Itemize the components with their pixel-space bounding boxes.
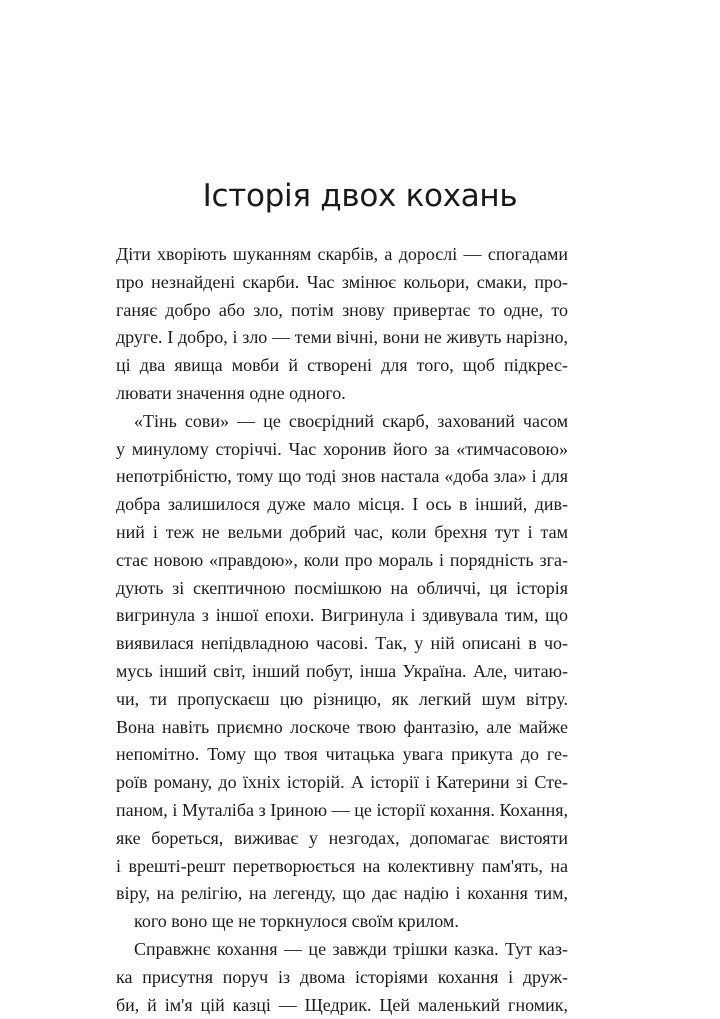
text-line: непомітно. Тому що твоя читацька увага прикута до ге- <box>116 744 568 765</box>
text-line: стає новою «правдою», коли про мораль і порядність зга- <box>116 549 568 570</box>
text-line: яке бореться, виживає у незгодах, допомагає вистояти <box>116 827 568 848</box>
chapter-title: Історія двох кохань <box>202 178 518 214</box>
text-line: Справжнє кохання — це завжди трішки казка. Тут каз- <box>134 938 568 959</box>
text-line: лювати значення одне одного. <box>116 382 346 403</box>
text-line: кого воно ще не торкнулося своїм крилом. <box>134 911 459 932</box>
text-line: дують зі скептичною посмішкою на обличчі, ця історія <box>116 577 568 598</box>
text-line: роїв роману, до їхніх історій. А історії і Катерини зі Сте- <box>116 772 568 793</box>
text-line: і врешті-решт перетворюється на колективну пам'ять, на <box>116 855 568 876</box>
text-line: віру, на релігію, на легенду, що дає надію і кохання тим, <box>116 883 568 904</box>
text-line: «Тінь сови» — це своєрідний скарб, захований часом <box>134 410 568 431</box>
text-line: непотрібністю, тому що тоді знов настала «доба зла» і для <box>116 466 568 487</box>
text-line: добра залишилося дуже мало місця. І ось в інший, див- <box>116 494 568 515</box>
body-text <box>116 241 568 1019</box>
text-line: чи, ти пропускаєш цю різницю, як легкий шум вітру. <box>116 688 568 709</box>
text-line: друге. І добро, і зло — теми вічні, вони не живуть нарізно, <box>116 327 568 348</box>
text-line: ганяє добро або зло, потім знову привертає то одне, то <box>116 299 568 320</box>
text-line: паном, і Муталіба з Іриною — це історії кохання. Кохання, <box>116 799 568 820</box>
text-line: Вона навіть приємно лоскоче твою фантазію, але майже <box>116 716 568 737</box>
text-line: ка присутня поруч із двома історіями кохання і друж- <box>116 966 568 987</box>
text-line: виявилася непідвладною часові. Так, у ній описані в чо- <box>116 633 568 654</box>
text-line: ці два явища мовби й створені для того, щоб підкрес- <box>116 355 568 376</box>
text-line: Діти хворіють шуканням скарбів, а дорослі — спогадами <box>116 244 568 264</box>
text-line: би, й ім'я цій казці — Щедрик. Цей маленький гномик, <box>116 994 568 1015</box>
text-line: про незнайдені скарби. Час змінює кольори, смаки, про- <box>116 271 568 292</box>
text-line: ний і теж не вельми добрий час, коли брехня тут і там <box>116 521 568 542</box>
text-line: вигринула з іншої епохи. Вигринула і здивувала тим, що <box>116 605 568 626</box>
text-line: у минулому сторіччі. Час хоронив його за «тимчасовою» <box>116 438 568 459</box>
text-line: мусь інший світ, інший побут, інша Україна. Але, читаю- <box>116 660 568 681</box>
